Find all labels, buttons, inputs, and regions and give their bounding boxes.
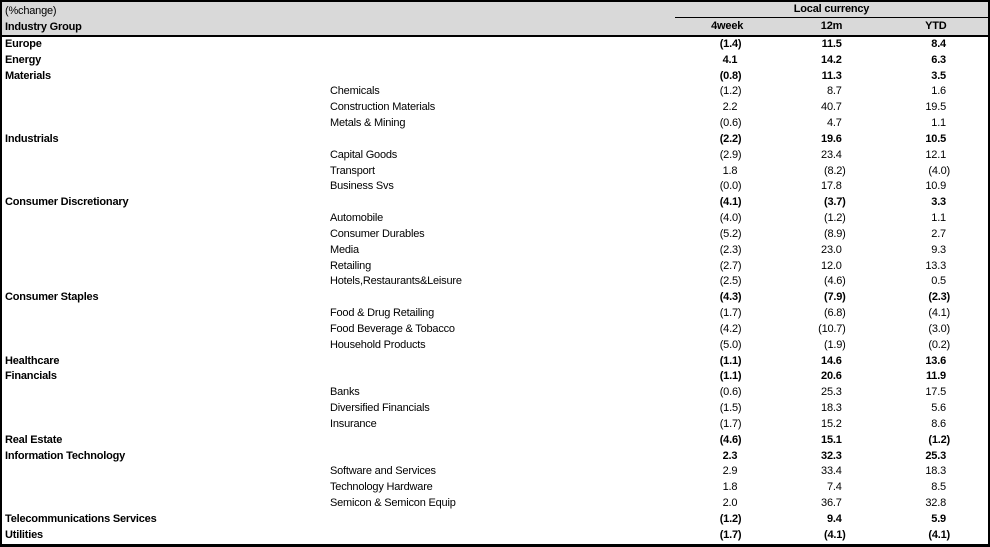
- table-row: [2, 433, 988, 449]
- value-cell: (0.6): [719, 117, 742, 130]
- table-row: [2, 259, 988, 275]
- value-cell: (1.5): [719, 402, 742, 415]
- value-cell: 3.3: [931, 196, 946, 209]
- row-values: [675, 100, 988, 116]
- value-cell: 40.7: [821, 101, 842, 114]
- table-row: [2, 464, 988, 480]
- row-values: [675, 227, 988, 243]
- value-cell: 4.7: [826, 117, 842, 130]
- value-cell: (4.0): [719, 212, 742, 225]
- row-values: [675, 37, 988, 53]
- value-cell: 25.3: [925, 449, 946, 462]
- row-values: [675, 417, 988, 433]
- table-row: [2, 100, 988, 116]
- row-label: Retailing: [330, 259, 372, 272]
- row-values: [675, 274, 988, 290]
- value-cell: 9.3: [931, 243, 946, 256]
- row-label: Food Beverage & Tobacco: [330, 322, 455, 335]
- value-cell: 10.5: [925, 132, 946, 145]
- row-values: [675, 148, 988, 164]
- value-cell: (2.3): [719, 243, 742, 256]
- row-label: Transport: [330, 164, 375, 177]
- table-row: [2, 528, 988, 544]
- value-cell: (1.1): [719, 370, 742, 383]
- table-row: [2, 211, 988, 227]
- column-header-ytd: YTD: [925, 20, 947, 32]
- row-label: Energy: [5, 53, 42, 66]
- row-label: Telecommunications Services: [5, 512, 157, 525]
- industry-group-header: Industry Group: [5, 21, 82, 33]
- value-cell: 19.5: [925, 101, 946, 114]
- percent-change-label: (%change): [5, 5, 57, 17]
- value-cell: 0.5: [931, 275, 946, 288]
- table-row: [2, 227, 988, 243]
- value-cell: (2.9): [719, 148, 742, 161]
- row-label: Automobile: [330, 212, 384, 225]
- value-cell: (2.2): [719, 132, 742, 145]
- value-cell: 10.9: [925, 180, 946, 193]
- value-cell: 13.3: [925, 259, 946, 272]
- row-label: Business Svs: [330, 180, 394, 193]
- row-label: Consumer Discretionary: [5, 196, 129, 209]
- row-label: Chemicals: [330, 85, 380, 98]
- table-row: [2, 274, 988, 290]
- row-values: [675, 69, 988, 85]
- value-cell: (4.1): [824, 528, 846, 541]
- currency-group-header: Local currency: [675, 2, 988, 18]
- header-right: [675, 2, 988, 35]
- value-cell: (1.7): [719, 528, 742, 541]
- value-cell: (10.7): [818, 322, 846, 335]
- value-cell: 6.3: [931, 53, 946, 66]
- row-values: [675, 84, 988, 100]
- value-cell: (8.9): [824, 227, 846, 240]
- table-row: [2, 290, 988, 306]
- row-values: [675, 259, 988, 275]
- row-values: [675, 354, 988, 370]
- row-values: [675, 179, 988, 195]
- value-cell: 1.8: [722, 164, 738, 177]
- value-cell: 2.9: [722, 465, 738, 478]
- value-cell: 1.6: [931, 85, 946, 98]
- value-cell: (4.1): [719, 196, 742, 209]
- row-label: Utilities: [5, 528, 43, 541]
- table-row: [2, 354, 988, 370]
- value-cell: 1.1: [931, 212, 946, 225]
- value-cell: 2.3: [722, 449, 738, 462]
- value-cell: 9.4: [826, 512, 842, 525]
- row-label: Construction Materials: [330, 101, 436, 114]
- row-values: [675, 290, 988, 306]
- row-label: Real Estate: [5, 433, 63, 446]
- row-label: Consumer Durables: [330, 227, 425, 240]
- row-label: Financials: [5, 370, 57, 383]
- value-cell: (0.8): [719, 69, 742, 82]
- row-values: [675, 306, 988, 322]
- value-cell: (5.2): [719, 227, 742, 240]
- row-label: Industrials: [5, 132, 59, 145]
- row-label: Media: [330, 243, 359, 256]
- value-cell: (4.1): [928, 307, 950, 320]
- row-label: Capital Goods: [330, 148, 398, 161]
- value-cell: (1.9): [824, 338, 846, 351]
- value-cell: 25.3: [821, 386, 842, 399]
- value-cell: 2.7: [931, 227, 946, 240]
- value-cell: 12.0: [821, 259, 842, 272]
- value-cell: (4.6): [824, 275, 846, 288]
- table-row: [2, 195, 988, 211]
- row-values: [675, 338, 988, 354]
- value-cell: (1.7): [719, 417, 742, 430]
- value-cell: (4.2): [719, 322, 742, 335]
- row-values: [675, 433, 988, 449]
- row-label: Information Technology: [5, 449, 126, 462]
- value-cell: 32.8: [925, 497, 946, 510]
- row-label: Diversified Financials: [330, 402, 430, 415]
- value-cell: (0.2): [928, 338, 950, 351]
- value-cell: 36.7: [821, 497, 842, 510]
- table-body: [2, 37, 988, 544]
- value-cell: 18.3: [821, 402, 842, 415]
- value-cell: 4.1: [722, 53, 738, 66]
- value-cell: (1.4): [719, 38, 742, 50]
- row-values: [675, 116, 988, 132]
- value-cell: (4.6): [719, 433, 742, 446]
- table-row: [2, 306, 988, 322]
- value-cell: (1.7): [719, 307, 742, 320]
- row-label: Hotels,Restaurants&Leisure: [330, 275, 462, 288]
- value-cell: (0.0): [719, 180, 742, 193]
- table-row: [2, 369, 988, 385]
- row-values: [675, 53, 988, 69]
- value-cell: 7.4: [826, 481, 842, 494]
- value-cell: 14.6: [821, 354, 842, 367]
- table-row: [2, 84, 988, 100]
- row-label: Household Products: [330, 338, 426, 351]
- value-cell: (1.2): [719, 85, 742, 98]
- table-row: [2, 512, 988, 528]
- value-cell: (1.2): [719, 512, 742, 525]
- row-label: Metals & Mining: [330, 117, 406, 130]
- value-cell: 5.9: [931, 512, 946, 525]
- header-left: [2, 2, 675, 35]
- row-values: [675, 512, 988, 528]
- value-cell: 17.5: [925, 386, 946, 399]
- value-cell: (1.1): [719, 354, 742, 367]
- row-values: [675, 243, 988, 259]
- row-label: Europe: [5, 38, 42, 50]
- value-cell: 17.8: [821, 180, 842, 193]
- row-values: [675, 480, 988, 496]
- value-cell: (3.0): [928, 322, 950, 335]
- value-cell: (4.3): [719, 291, 742, 304]
- table-row: [2, 417, 988, 433]
- table-row: [2, 37, 988, 53]
- value-cell: (2.5): [719, 275, 742, 288]
- value-cell: 15.1: [821, 433, 842, 446]
- value-cell: 2.0: [722, 497, 738, 510]
- value-cell: 23.0: [821, 243, 842, 256]
- row-values: [675, 211, 988, 227]
- value-cell: 8.4: [931, 38, 946, 50]
- value-cell: 14.2: [821, 53, 842, 66]
- row-values: [675, 385, 988, 401]
- table-row: [2, 496, 988, 512]
- value-cell: 11.5: [821, 38, 842, 50]
- value-cell: (1.2): [928, 433, 950, 446]
- table-row: [2, 179, 988, 195]
- value-cell: (8.2): [824, 164, 846, 177]
- value-cell: 11.3: [821, 69, 842, 82]
- table-row: [2, 69, 988, 85]
- value-cell: 32.3: [821, 449, 842, 462]
- value-cell: 8.6: [931, 417, 946, 430]
- row-values: [675, 164, 988, 180]
- value-cell: 1.8: [722, 481, 738, 494]
- row-label: Food & Drug Retailing: [330, 307, 435, 320]
- row-label: Technology Hardware: [330, 481, 433, 494]
- column-header-4week: 4week: [711, 20, 744, 32]
- value-cell: (4.1): [928, 528, 950, 541]
- value-cell: (5.0): [719, 338, 742, 351]
- table-row: [2, 322, 988, 338]
- row-values: [675, 195, 988, 211]
- row-label: Software and Services: [330, 465, 436, 478]
- value-cell: 13.6: [925, 354, 946, 367]
- value-cell: 20.6: [821, 370, 842, 383]
- value-cell: 5.6: [931, 402, 946, 415]
- value-cell: 18.3: [925, 465, 946, 478]
- row-values: [675, 369, 988, 385]
- table-row: [2, 243, 988, 259]
- table-row: [2, 132, 988, 148]
- table-row: [2, 148, 988, 164]
- row-values: [675, 449, 988, 465]
- value-cell: 15.2: [821, 417, 842, 430]
- table-row: [2, 164, 988, 180]
- table-row: [2, 480, 988, 496]
- value-cell: (1.2): [824, 212, 846, 225]
- table-row: [2, 116, 988, 132]
- value-cell: (6.8): [824, 307, 846, 320]
- value-cell: 33.4: [821, 465, 842, 478]
- value-cell: (2.3): [928, 291, 950, 304]
- column-headers-row: [675, 18, 988, 35]
- row-values: [675, 322, 988, 338]
- value-cell: 1.1: [931, 117, 946, 130]
- row-label: Semicon & Semicon Equip: [330, 497, 456, 510]
- value-cell: 3.5: [931, 69, 946, 82]
- value-cell: 23.4: [821, 148, 842, 161]
- value-cell: (4.0): [928, 164, 950, 177]
- row-values: [675, 464, 988, 480]
- table-row: [2, 338, 988, 354]
- value-cell: (2.7): [719, 259, 742, 272]
- value-cell: (3.7): [824, 196, 846, 209]
- value-cell: 12.1: [925, 148, 946, 161]
- row-label: Consumer Staples: [5, 291, 99, 304]
- row-label: Insurance: [330, 417, 377, 430]
- value-cell: 8.7: [826, 85, 842, 98]
- value-cell: 8.5: [931, 481, 946, 494]
- table-header: [2, 2, 988, 37]
- table-row: [2, 449, 988, 465]
- row-values: [675, 401, 988, 417]
- value-cell: 2.2: [722, 101, 738, 114]
- row-label: Banks: [330, 386, 360, 399]
- value-cell: (7.9): [824, 291, 846, 304]
- row-values: [675, 132, 988, 148]
- table-row: [2, 53, 988, 69]
- row-values: [675, 528, 988, 544]
- value-cell: 19.6: [821, 132, 842, 145]
- table-row: [2, 401, 988, 417]
- row-label: Materials: [5, 69, 51, 82]
- row-label: Healthcare: [5, 354, 60, 367]
- table-row: [2, 385, 988, 401]
- value-cell: (0.6): [719, 386, 742, 399]
- row-values: [675, 496, 988, 512]
- value-cell: 11.9: [925, 370, 946, 383]
- column-header-12m: 12m: [820, 20, 843, 32]
